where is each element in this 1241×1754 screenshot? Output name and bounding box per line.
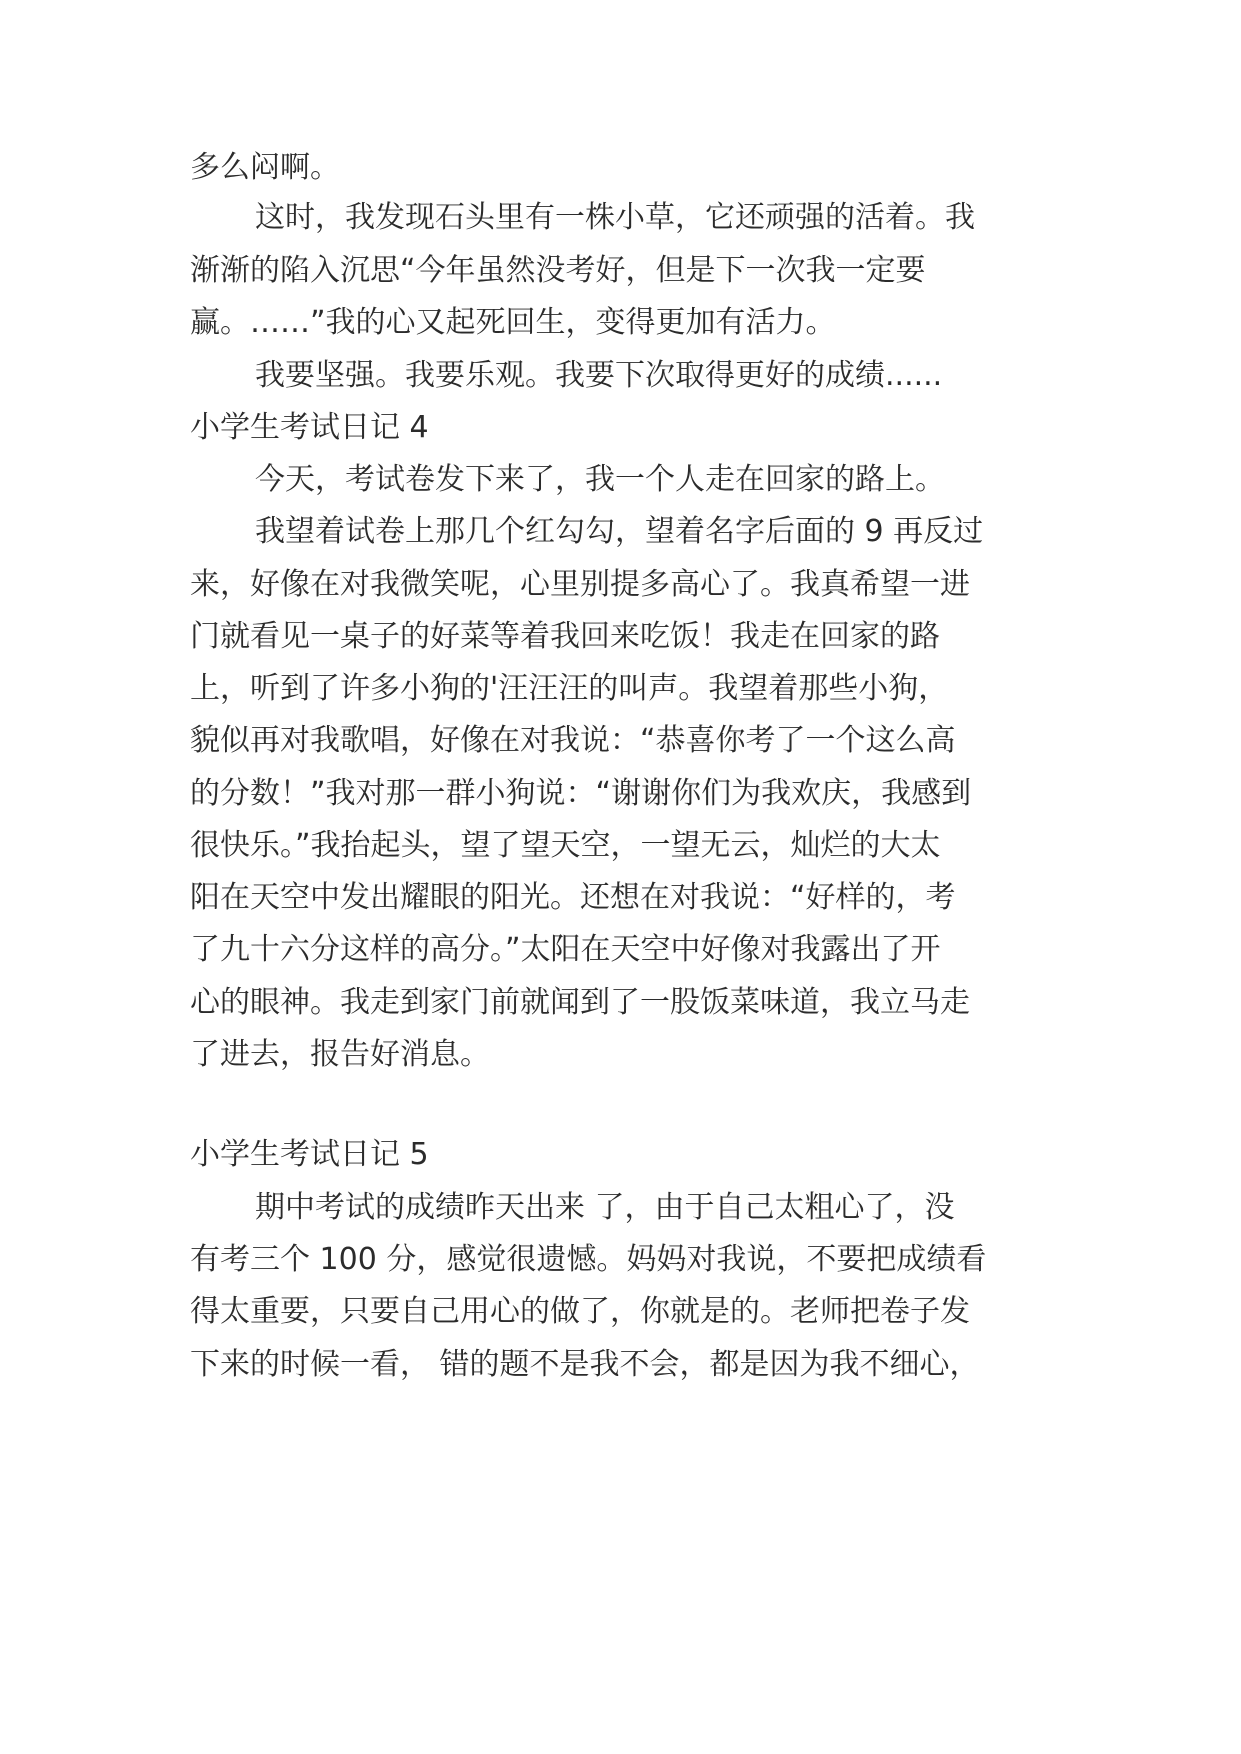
paragraph-line: 期中考试的成绩昨天出来 了，由于自己太粗心了，没 [255, 1190, 955, 1225]
paragraph-line: 渐渐的陷入沉思“今年虽然没考好，但是下一次我一定要 [190, 253, 926, 288]
paragraph-line: 门就看见一桌子的好菜等着我回来吃饭！我走在回家的路 [190, 619, 940, 654]
paragraph-line: 我要坚强。我要乐观。我要下次取得更好的成绩...... [255, 358, 943, 393]
paragraph-line: 貌似再对我歌唱，好像在对我说：“恭喜你考了一个这么高 [190, 723, 956, 758]
section-heading: 小学生考试日记 5 [190, 1137, 429, 1172]
paragraph-line: 心的眼神。我走到家门前就闻到了一股饭菜味道，我立马走 [190, 985, 970, 1020]
paragraph-line: 上，听到了许多小狗的'汪汪汪的叫声。我望着那些小狗， [190, 671, 949, 706]
paragraph-line: 有考三个 100 分，感觉很遗憾。妈妈对我说，不要把成绩看 [190, 1242, 987, 1277]
paragraph-line: 赢。……”我的心又起死回生，变得更加有活力。 [190, 305, 836, 340]
paragraph-line: 得太重要，只要自己用心的做了，你就是的。老师把卷子发 [190, 1294, 970, 1329]
paragraph-line: 来，好像在对我微笑呢，心里别提多高心了。我真希望一进 [190, 567, 970, 602]
paragraph-line: 我望着试卷上那几个红勾勾，望着名字后面的 9 再反过 [255, 514, 984, 549]
paragraph-line: 很快乐。”我抬起头，望了望天空，一望无云，灿烂的大太 [190, 828, 941, 863]
paragraph-line: 了九十六分这样的高分。”太阳在天空中好像对我露出了开 [190, 932, 941, 967]
paragraph-line: 下来的时候一看， 错的题不是我不会，都是因为我不细心， [190, 1347, 980, 1382]
paragraph-line: 多么闷啊。 [190, 150, 340, 185]
paragraph-line: 这时，我发现石头里有一株小草，它还顽强的活着。我 [255, 200, 975, 235]
paragraph-line: 阳在天空中发出耀眼的阳光。还想在对我说：“好样的，考 [190, 880, 956, 915]
paragraph-line: 今天，考试卷发下来了，我一个人走在回家的路上。 [255, 462, 945, 497]
section-heading: 小学生考试日记 4 [190, 410, 429, 445]
paragraph-line: 了进去，报告好消息。 [190, 1037, 490, 1072]
paragraph-line: 的分数！”我对那一群小狗说：“谢谢你们为我欢庆，我感到 [190, 776, 972, 811]
